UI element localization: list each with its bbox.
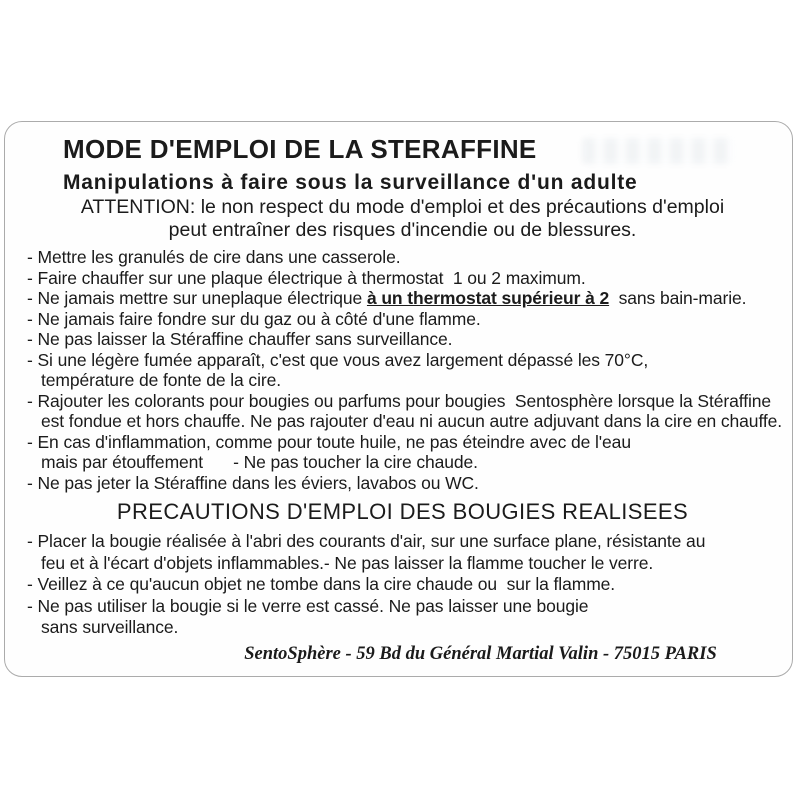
text-line [27, 452, 778, 473]
text-segment: - Ne jamais mettre sur uneplaque électrique [27, 288, 367, 308]
text-segment: - Faire chauffer sur une plaque électrique à thermostat 1 ou 2 maximum. [27, 267, 586, 288]
text-segment: à un thermostat supérieur à 2 [366, 288, 610, 308]
usage-instructions-list [27, 247, 783, 493]
text-segment: - Ne pas toucher la cire chaude. [233, 452, 478, 472]
text-line [27, 288, 778, 309]
manufacturer-address: SentoSphère - 59 Bd du Général Martial Valin - 75015 PARIS [244, 643, 717, 664]
label-title: MODE D'EMPLOI DE LA STERAFFINE [63, 134, 537, 164]
text-segment: - Si une légère fumée apparaît, c'est que vous avez largement dépassé les 70°C, [27, 349, 649, 370]
text-line [27, 268, 778, 289]
text-segment: - Veillez à ce qu'aucun objet ne tombe dans la cire chaude ou sur la flamme. [27, 574, 616, 595]
text-line [27, 531, 778, 553]
text-segment: est fondue et hors chauffe. Ne pas rajouter d'eau ni aucun autre adjuvant dans la cire en chauffe. [41, 411, 783, 431]
text-line [27, 391, 778, 412]
text-line [27, 574, 778, 596]
text-line [27, 596, 778, 618]
text-segment: sans bain-marie. [609, 288, 747, 308]
text-segment: - Rajouter les colorants pour bougies ou parfums pour bougies Sentosphère lorsque la Stéraffine [27, 390, 772, 411]
candle-precautions-list [27, 531, 778, 639]
text-segment: - Mettre les granulés de cire dans une casserole. [27, 247, 401, 267]
instruction-label [4, 121, 793, 677]
text-segment: sans surveillance. [41, 617, 179, 638]
text-line [27, 247, 778, 268]
text-segment: - Ne pas utiliser la bougie si le verre est cassé. Ne pas laisser une bougie [27, 595, 589, 616]
attention-line-2: peut entraîner des risques d'incendie ou de blessures. [168, 219, 637, 241]
label-subtitle: Manipulations à faire sous la surveillance d'un adulte [63, 171, 638, 194]
text-segment: feu et à l'écart d'objets inflammables.- Ne pas laisser la flamme toucher le verre. [41, 552, 654, 573]
text-line [27, 553, 778, 575]
text-line [27, 411, 783, 432]
text-segment: - Ne pas jeter la Stéraffine dans les éviers, lavabos ou WC. [27, 472, 479, 493]
text-segment: - Placer la bougie réalisée à l'abri des courants d'air, sur une surface plane, résistante au [27, 531, 706, 551]
text-line [27, 473, 778, 494]
text-line [27, 432, 778, 453]
attention-line-1: ATTENTION: le non respect du mode d'emploi et des précautions d'emploi [80, 196, 725, 218]
text-line [27, 350, 778, 371]
text-segment: - Ne pas laisser la Stéraffine chauffer sans surveillance. [27, 329, 453, 349]
precautions-heading: PRECAUTIONS D'EMPLOI DES BOUGIES REALISEES [116, 499, 689, 524]
text-line [27, 617, 778, 639]
text-segment: - En cas d'inflammation, comme pour toute huile, ne pas éteindre avec de l'eau [27, 431, 631, 452]
text-segment: température de fonte de la cire. [41, 370, 281, 390]
text-segment: mais par étouffement [41, 452, 204, 472]
text-line [27, 309, 778, 330]
text-segment: - Ne jamais faire fondre sur du gaz ou à côté d'une flamme. [27, 308, 481, 329]
text-line [27, 329, 778, 350]
text-line [27, 370, 778, 391]
